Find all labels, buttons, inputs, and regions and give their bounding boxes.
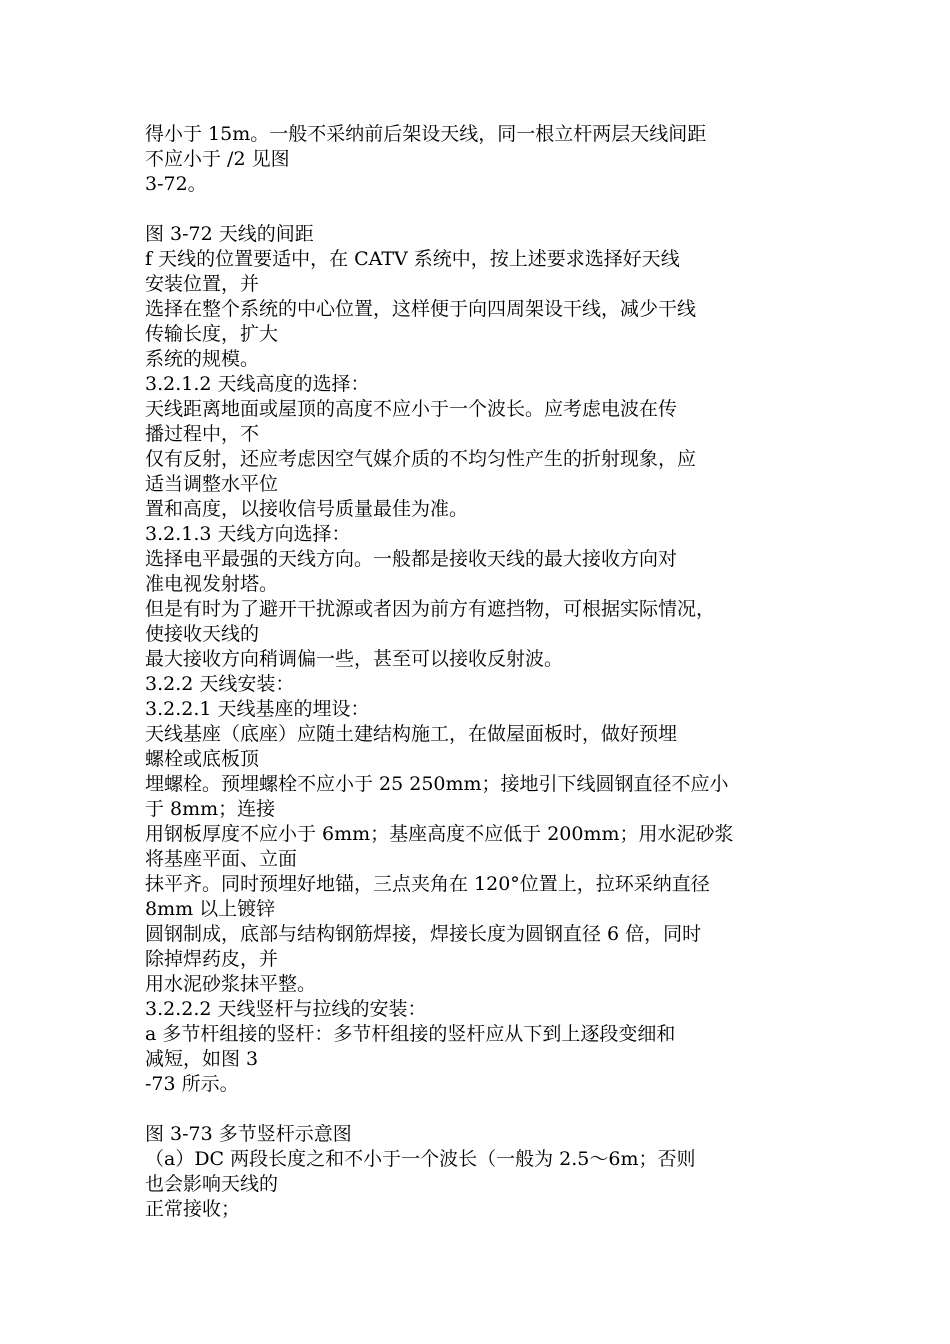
text-line: 将基座平面、立面: [145, 848, 298, 870]
text-line: 但是有时为了避开干扰源或者因为前方有遮挡物，可根据实际情况，: [145, 598, 716, 620]
text-line: 图 3-73 多节竖杆示意图: [145, 1123, 352, 1145]
text-line: a 多节杆组接的竖杆：多节杆组接的竖杆应从下到上逐段变细和: [145, 1023, 676, 1045]
blank-line: [145, 197, 835, 222]
text-line: 准电视发射塔。: [145, 573, 279, 595]
text-line: 螺栓或底板顶: [145, 748, 260, 770]
text-line: 安装位置，并: [145, 273, 260, 295]
text-line: 仅有反射，还应考虑因空气媒介质的不均匀性产生的折射现象，应: [145, 448, 697, 470]
text-line: （a）DC 两段长度之和不小于一个波长（一般为 2.5～6m；否则: [145, 1148, 696, 1170]
blank-line: [145, 1097, 835, 1122]
text-line: 用钢板厚度不应小于 6mm；基座高度不应低于 200mm；用水泥砂浆: [145, 823, 734, 845]
text-line: 8mm 以上镀锌: [145, 898, 276, 920]
text-line: 正常接收；: [145, 1198, 241, 1220]
text-line: 最大接收方向稍调偏一些，甚至可以接收反射波。: [145, 648, 564, 670]
text-line: 3-72。: [145, 173, 207, 195]
text-line: 除掉焊药皮，并: [145, 948, 279, 970]
text-line: 3.2.2.1 天线基座的埋设：: [145, 698, 370, 720]
text-line: 也会影响天线的: [145, 1173, 279, 1195]
text-line: 选择在整个系统的中心位置，这样便于向四周架设干线，减少干线: [145, 298, 697, 320]
text-line: 天线基座（底座）应随土建结构施工，在做屋面板时，做好预埋: [145, 723, 678, 745]
text-line: 3.2.1.2 天线高度的选择：: [145, 373, 370, 395]
text-line: 使接收天线的: [145, 623, 260, 645]
text-line: 得小于 15m。一般不采纳前后架设天线，同一根立杆两层天线间距: [145, 123, 707, 145]
document-body: [145, 122, 835, 1222]
text-line: f 天线的位置要适中，在 CATV 系统中，按上述要求选择好天线: [145, 248, 680, 270]
text-line: 埋螺栓。预埋螺栓不应小于 25 250mm；接地引下线圆钢直径不应小: [145, 773, 729, 795]
text-line: 播过程中，不: [145, 423, 260, 445]
text-line: 不应小于 /2 见图: [145, 148, 290, 170]
text-line: 选择电平最强的天线方向。一般都是接收天线的最大接收方向对: [145, 548, 678, 570]
text-line: 3.2.2 天线安装：: [145, 673, 295, 695]
text-line: 适当调整水平位: [145, 473, 279, 495]
text-line: 抹平齐。同时预埋好地锚，三点夹角在 120°位置上，拉环采纳直径: [145, 873, 710, 895]
text-line: 用水泥砂浆抹平整。: [145, 973, 317, 995]
text-line: 系统的规模。: [145, 348, 260, 370]
text-line: 减短，如图 3: [145, 1048, 259, 1070]
text-line: 圆钢制成，底部与结构钢筋焊接，焊接长度为圆钢直径 6 倍，同时: [145, 923, 702, 945]
text-line: 于 8mm；连接: [145, 798, 276, 820]
text-line: 置和高度，以接收信号质量最佳为准。: [145, 498, 469, 520]
text-line: 3.2.2.2 天线竖杆与拉线的安装：: [145, 998, 427, 1020]
text-line: 图 3-72 天线的间距: [145, 223, 314, 245]
text-line: 传输长度，扩大: [145, 323, 279, 345]
text-line: 天线距离地面或屋顶的高度不应小于一个波长。应考虑电波在传: [145, 398, 678, 420]
text-line: 3.2.1.3 天线方向选择：: [145, 523, 351, 545]
text-line: -73 所示。: [145, 1073, 239, 1095]
